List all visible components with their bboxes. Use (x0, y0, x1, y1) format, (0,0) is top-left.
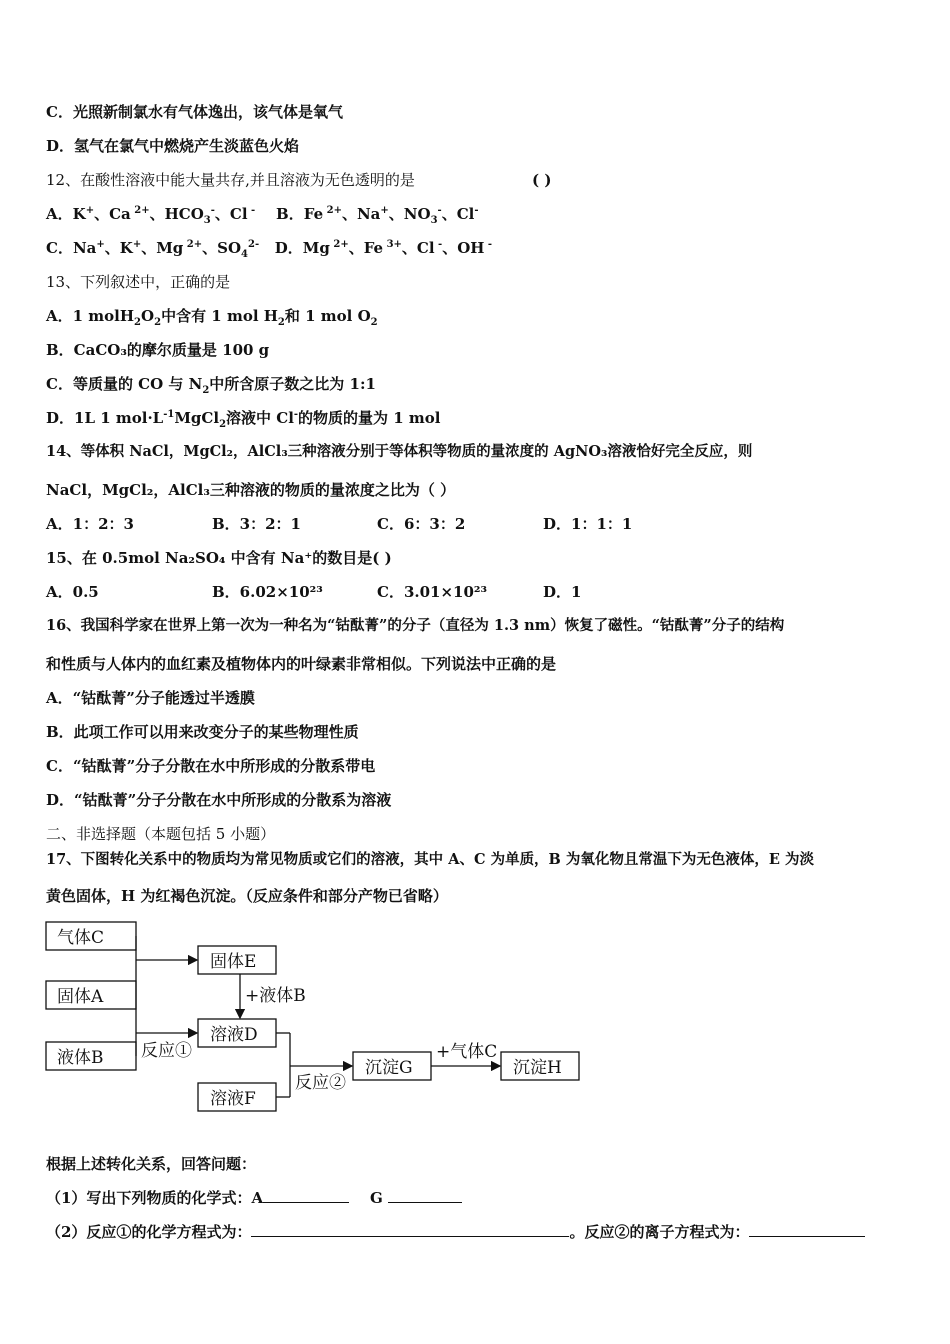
q13-option-a: A．1 $molH_2O_2$中含有 1 mol $H_2$和 1 mol $O_2$ (46, 307, 378, 328)
q11-option-d: D．氢气在氯气中燃烧产生淡蓝色火焰 (46, 137, 300, 155)
q14-stem-line1: 14、等体积 NaCl，MgCl₂，AlCl₃三种溶液分别于等体积等物质的量浓度的 AgNO₃溶液恰好完全反应，则 (46, 443, 753, 460)
q14-option-a: A．1：2：3 (46, 515, 134, 533)
q15-option-b: B．6.02×10²³ (212, 583, 323, 601)
label-ppt-g: 沉淀G (365, 1058, 413, 1078)
label-solution-f: 溶液F (210, 1089, 256, 1109)
label-reaction2: 反应② (295, 1073, 346, 1093)
q16-option-d: D．“钴酞菁”分子分散在水中所形成的分散系为溶液 (46, 791, 392, 809)
q17-part2-label: （2）反应①的化学方程式为： (46, 1223, 252, 1241)
answer-blank-a[interactable] (263, 1188, 349, 1203)
label-solid-a: 固体A (57, 987, 104, 1007)
q13-option-c: C．等质量的 CO 与 $N_2$中所含原子数之比为 1:1 (46, 375, 376, 396)
label-solution-d: 溶液D (210, 1025, 258, 1045)
label-plus-gas-c: +气体C (436, 1042, 498, 1062)
q12-stem (46, 170, 552, 190)
q11-option-c: C．光照新制氯水有气体逸出，该气体是氧气 (46, 103, 343, 121)
q16-option-b: B．此项工作可以用来改变分子的某些物理性质 (46, 723, 359, 741)
answer-blank-reaction2[interactable] (749, 1222, 865, 1237)
q14-option-c: C．6：3：2 (377, 515, 466, 533)
q16-stem-line2: 和性质与人体内的血红素及植物体内的叶绿素非常相似。下列说法中正确的是 (46, 655, 557, 673)
label-gas-c: 气体C (57, 928, 105, 948)
q14-stem-line2: NaCl，MgCl₂，AlCl₃三种溶液的物质的量浓度之比为（ ） (46, 481, 456, 499)
q17-part1 (46, 1188, 462, 1208)
q17-transformation-diagram (0, 910, 620, 1120)
q14-option-b: B．3：2：1 (212, 515, 301, 533)
q13-option-d: D．1L 1 $mol\cdot L^{-1}MgCl_2$溶液中 Cl-的物质的量为 1 mol (46, 409, 441, 430)
q16-stem-line1: 16、我国科学家在世界上第一次为一种名为“钴酞菁”的分子（直径为 1.3 nm）恢复了磁性。“钴酞菁”分子的结构 (46, 617, 785, 634)
section-heading: 二、非选择题（本题包括 5 小题） (46, 825, 276, 843)
q12-stem-text: 12、在酸性溶液中能大量共存,并且溶液为无色透明的是 (46, 171, 415, 189)
q16-option-c: C．“钴酞菁”分子分散在水中所形成的分散系带电 (46, 757, 376, 775)
label-plus-liquid-b: +液体B (245, 986, 306, 1006)
q12-options-ab: A．K+、Ca $^{2+}$、$HCO_3^-$、Cl - B．Fe $^{2+}$、Na+、$NO_3^-$、Cl- (46, 205, 479, 226)
q17-stem-line1: 17、下图转化关系中的物质均为常见物质或它们的溶液，其中 A、C 为单质，B 为氧化物且常温下为无色液体，E 为淡 (46, 851, 814, 868)
q13-option-b: B．CaCO₃的摩尔质量是 100 g (46, 341, 270, 359)
q13-stem: 13、下列叙述中，正确的是 (46, 273, 231, 291)
q15-option-c: C．3.01×10²³ (377, 583, 488, 601)
q17-stem-line2: 黄色固体，H 为红褐色沉淀。（反应条件和部分产物已省略） (46, 887, 448, 905)
q17-intro: 根据上述转化关系，回答问题： (46, 1155, 257, 1173)
q12-answer-paren: ( ) (532, 171, 552, 189)
label-solid-e: 固体E (210, 952, 257, 972)
q15-stem: 15、在 0.5mol Na₂SO₄ 中含有 Na⁺的数目是( ) (46, 549, 392, 567)
q17-part2-mid: 。反应②的离子方程式为： (569, 1223, 750, 1241)
q15-option-a: A．0.5 (46, 583, 99, 601)
label-reaction1: 反应① (141, 1041, 192, 1061)
q17-part1-label: （1）写出下列物质的化学式：A (46, 1189, 264, 1207)
answer-blank-g[interactable] (388, 1188, 462, 1203)
q17-part1-g: G (369, 1189, 383, 1207)
q16-option-a: A．“钴酞菁”分子能透过半透膜 (46, 689, 255, 707)
label-liquid-b: 液体B (57, 1048, 104, 1068)
q12-options-cd: C．Na+、K+、Mg $^{2+}$、$SO_4^{2-}$ D．Mg $^{2+}$、Fe $^{3+}$、Cl -、OH - (46, 239, 493, 260)
q15-option-d: D．1 (543, 583, 582, 601)
answer-blank-reaction1[interactable] (251, 1222, 569, 1237)
q17-part2 (46, 1222, 865, 1242)
label-ppt-h: 沉淀H (513, 1058, 562, 1078)
q14-option-d: D．1：1：1 (543, 515, 633, 533)
